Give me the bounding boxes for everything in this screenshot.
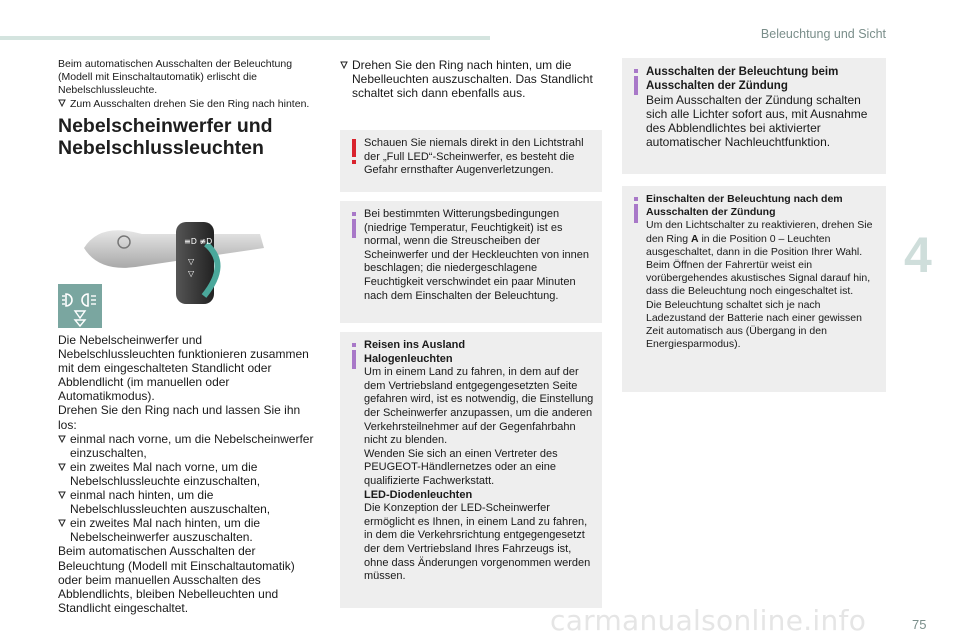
light-stalk-illustration <box>80 214 266 326</box>
header-rule <box>0 36 490 40</box>
arrow-bullet-icon <box>58 432 70 460</box>
arrow-bullet-icon <box>58 516 70 544</box>
exclamation-icon <box>351 139 357 170</box>
list-item: einmal nach vorne, um die Nebelscheinwerfer einzuschalten, <box>58 432 316 460</box>
list-item: ein zweites Mal nach vorne, um die Nebelschlussleuchte einzuschalten, <box>58 460 316 488</box>
info-i-icon <box>351 343 357 374</box>
watermark: carmanualsonline.info <box>550 604 867 637</box>
info-box-travel-abroad: Reisen ins Ausland Halogenleuchten Um in einem Land zu fahren, in dem auf der dem Vertriebsland entgegengesetzten Seite gefahren wird, ist es notwendig, die Einstellung der Scheinwerfer anzupassen, um die anderen Verkehrsteilnehmer auf der Gegenfahrbahn nicht zu blenden. Wenden Sie sich an einen Vertreter des PEUGEOT-Händlernetzes oder an eine qualifizierte Fachwerkstatt. LED-Diodenleuchten Die Konzeption der LED-Scheinwerfer ermöglicht es Ihnen, in einem Land zu fahren, in dem die Verkehrsrichtung entgegengesetzt der dem Vertriebsland Ihres Fahrzeugs ist, ohne dass Änderungen vorgenommen werden müssen. <box>340 332 602 608</box>
list-item: Drehen Sie den Ring nach hinten, um die Nebelleuchten auszuschalten. Das Standlicht schaltet sich dann ebenfalls aus. <box>340 58 602 100</box>
list-item: ein zweites Mal nach hinten, um die Nebelscheinwerfer auszuschalten. <box>58 516 316 544</box>
arrow-bullet-icon <box>340 58 352 100</box>
svg-text:▽: ▽ <box>188 269 195 278</box>
arrow-bullet-icon <box>58 98 70 111</box>
info-i-icon <box>633 69 639 98</box>
intro-text: Beim automatischen Ausschalten der Beleuchtung (Modell mit Einschaltautomatik) erlischt die Nebelschlussleuchte. <box>58 58 293 97</box>
reactivate-text: Um den Lichtschalter zu reaktivieren, drehen Sie den Ring A in die Position 0 – Leuchten ausgeschaltet, dann in die Position Ihrer Wahl. <box>646 219 873 258</box>
arrow-bullet-icon <box>58 488 70 516</box>
intro-bullet: Zum Ausschalten drehen Sie den Ring nach hinten. <box>58 98 316 111</box>
svg-text:▽: ▽ <box>188 257 195 266</box>
arrow-bullet-icon <box>58 460 70 488</box>
list-item: einmal nach hinten, um die Nebelschlussleuchten auszuschalten, <box>58 488 316 516</box>
info-box-condensation: Bei bestimmten Witterungsbedingungen (niedrige Temperatur, Feuchtigkeit) ist es normal, wenn die Streuscheiben der Scheinwerfer und der Heckleuchten von innen beschlagen; die niedergeschlagene Feuchtigkeit verschwindet ein paar Minuten nach dem Einschalten der Beleuchtung. <box>340 201 602 323</box>
column-left <box>58 58 316 159</box>
column-middle <box>340 58 602 100</box>
section-title: Beleuchtung und Sicht <box>760 27 886 41</box>
svg-text:≡D ≢D: ≡D ≢D <box>184 237 213 246</box>
section-heading: Nebelscheinwerfer und Nebelschlussleuchten <box>58 114 273 159</box>
info-i-icon <box>351 212 357 243</box>
page-number: 75 <box>912 617 927 632</box>
chapter-number: 4 <box>904 227 932 283</box>
warning-box: Schauen Sie niemals direkt in den Lichtstrahl der „Full LED“-Scheinwerfer, es besteht die Gefahr ernsthafter Augenverletzungen. <box>340 130 602 192</box>
fog-lamp-icon <box>58 284 102 328</box>
info-box-ignition-off: Ausschalten der Beleuchtung beim Ausschalten der Zündung Beim Ausschalten der Zündung schalten sich alle Lichter sofort aus, mit Ausnahme des Abblendlichtes bei aktivierter automatischer Nachleuchtfunktion. <box>622 58 886 174</box>
info-i-icon <box>633 197 639 227</box>
info-box-reactivate-lights: Einschalten der Beleuchtung nach dem Ausschalten der Zündung Um den Lichtschalter zu reaktivieren, drehen Sie den Ring A in die Position 0 – Leuchten ausgeschaltet, dann in die Position Ihrer Wahl. Beim Öffnen der Fahrertür weist ein vorübergehendes akustisches Signal darauf hin, dass die Beleuchtung noch eingeschaltet ist. Die Beleuchtung schaltet sich je nach Ladezustand der Batterie nach einer gewissen Zeit automatisch aus (Übergang in den Energiesparmodus). <box>622 186 886 392</box>
fog-lights-instructions: Die Nebelscheinwerfer und Nebelschlussleuchten funktionieren zusammen mit dem eingeschalteten Standlicht oder Abblendlicht (im manuellen oder Automatikmodus). Drehen Sie den Ring nach und lassen Sie ihn los: einmal nach vorne, um die Nebelscheinwerfer einzuschalten, ein zweites Mal nach vorne, um die Nebelschlussleuchte einzuschalten, einmal nach hinten, um die Nebelschlussleuchten auszuschalten, ein zweites Mal nach hinten, um die Nebelscheinwerfer auszuschalten. Beim automatischen Ausschalten der Beleuchtung (Modell mit Einschaltautomatik) oder beim manuellen Ausschalten des Abblendlichts, bleiben Nebelleuchten und Standlicht eingeschaltet. <box>58 333 316 615</box>
